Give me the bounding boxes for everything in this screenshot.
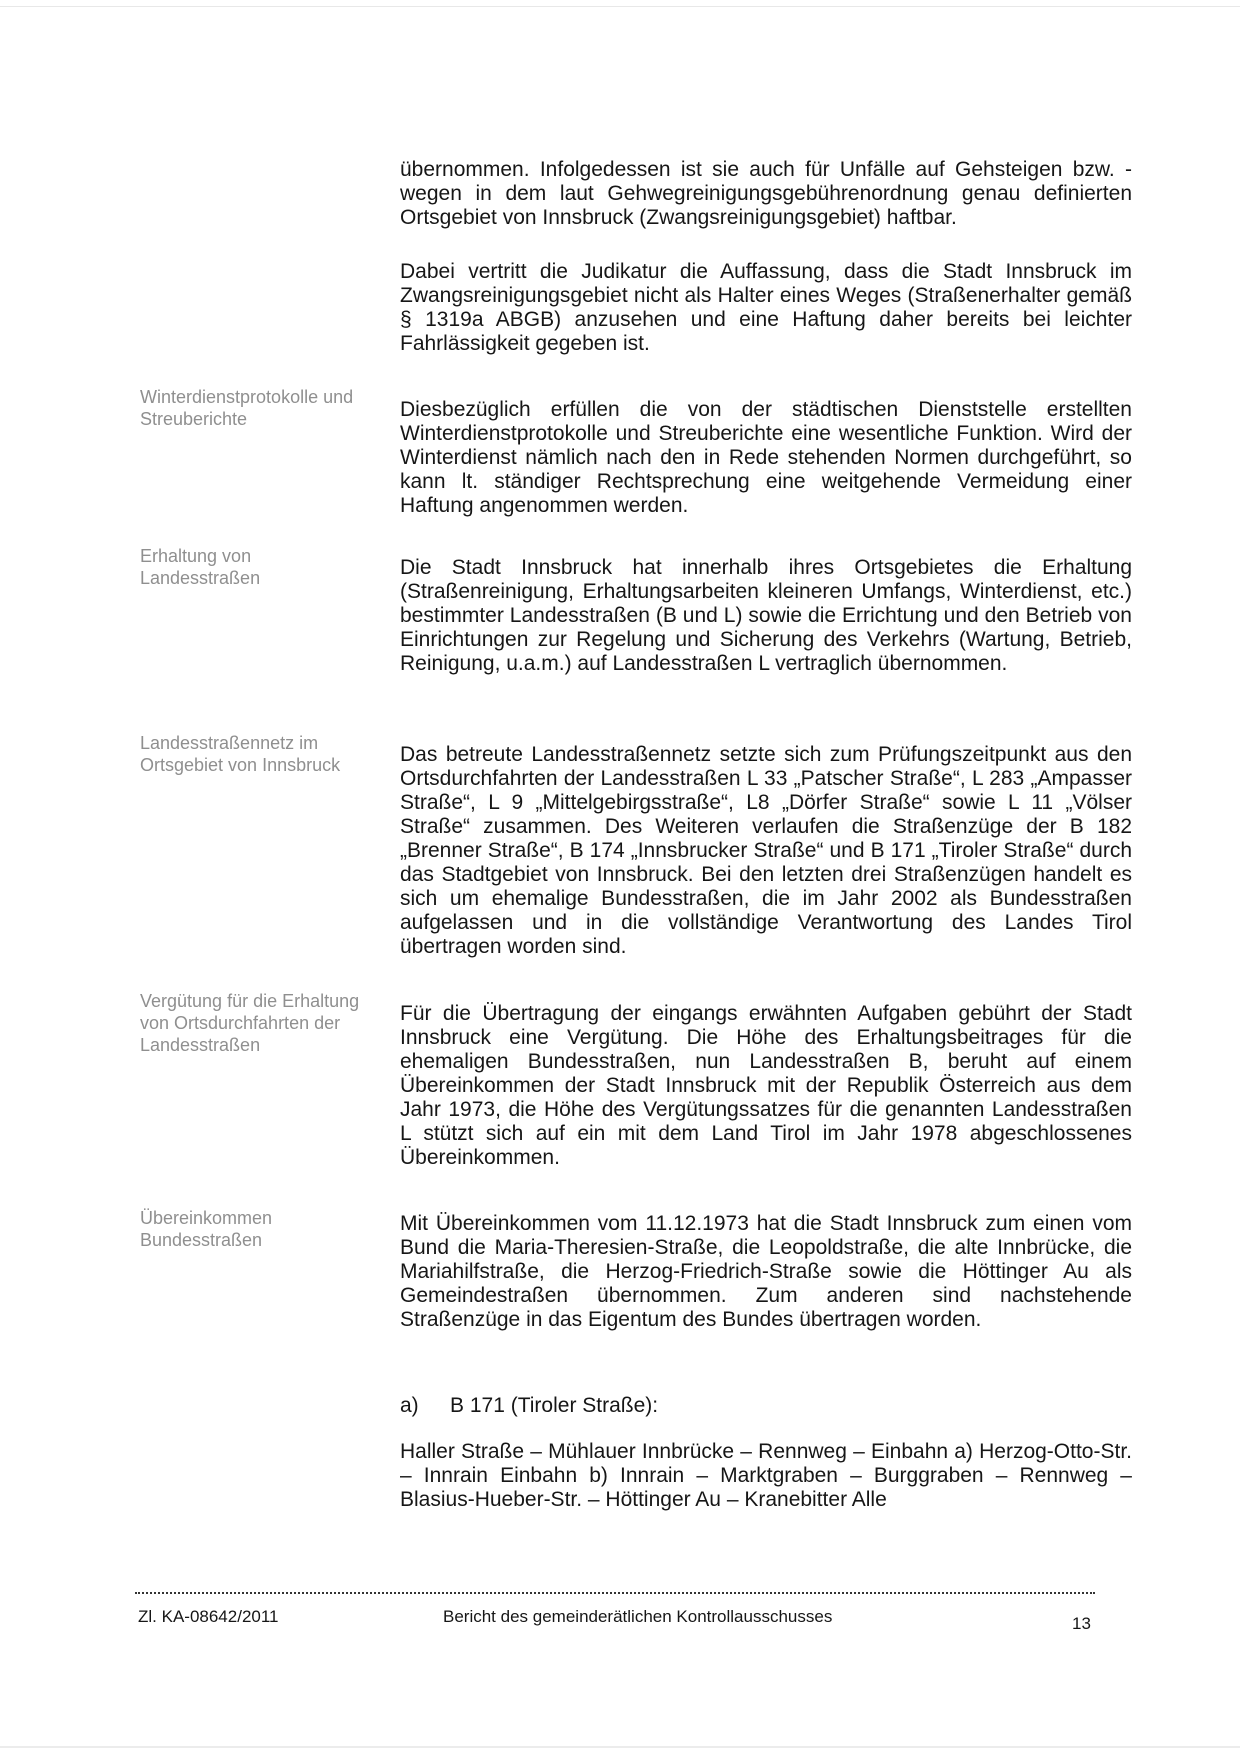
margin-note-verguetung: Vergütung für die Erhaltung von Ortsdurchfahrten der Landesstraßen bbox=[140, 991, 360, 1055]
paragraph-erhaltung: Die Stadt Innsbruck hat innerhalb ihres Ortsgebietes die Erhaltung (Straßenreinigung, Erhaltungsarbeiten kleineren Umfangs, Winterdienst, etc.) bestimmter Landesstraßen (B und L) sowie die Errichtung und den Betrieb von Einrichtungen zur Regelung und Sicherung des Verkehrs (Wartung, Betrieb, Reinigung, u.a.m.) auf Landesstraßen L vertraglich übernommen. bbox=[400, 556, 1132, 675]
margin-note-landesstrassennetz: Landesstraßennetz im Ortsgebiet von Innsbruck bbox=[140, 733, 341, 775]
paragraph-verguetung: Für die Übertragung der eingangs erwähnten Aufgaben gebührt der Stadt Innsbruck eine Vergütung. Die Höhe des Erhaltungsbeitrages für die ehemaligen Bundesstraßen, nun Landesstraßen B, beruht auf einem Übereinkommen der Stadt Innsbruck mit der Republik Österreich aus dem Jahr 1973, die Höhe des Vergütungssatzes für die genannten Landesstraßen L stützt sich auf ein mit dem Land Tirol im Jahr 1978 abgeschlossenes Übereinkommen. bbox=[400, 1002, 1132, 1169]
page-number: 13 bbox=[1072, 1614, 1091, 1633]
paragraph-judikatur: Dabei vertritt die Judikatur die Auffassung, dass die Stadt Innsbruck im Zwangsreinigungsgebiet nicht als Halter eines Weges (Straßenerhalter gemäß § 1319a ABGB) anzusehen und eine Haftung daher bereits bei leichter Fahrlässigkeit gegeben ist. bbox=[400, 260, 1132, 355]
paragraph-landesstrassennetz: Das betreute Landesstraßennetz setzte sich zum Prüfungszeitpunkt aus den Ortsdurchfahrten der Landesstraßen L 33 „Patscher Straße“, L 283 „Ampasser Straße“, L 9 „Mittelgebirgsstraße“, L8 „Dörfer Straße“ sowie L 11 „Völser Straße“ zusammen. Des Weiteren verlaufen die Straßenzüge der B 182 „Brenner Straße“, B 174 „Innsbrucker Straße“ und B 171 „Tiroler Straße“ durch das Stadtgebiet von Innsbruck. Bei den letzten drei Straßenzügen handelt es sich um ehemalige Bundesstraßen, die im Jahr 2002 als Bundesstraßen aufgelassen und in die vollständige Verantwortung des Landes Tirol übertragen worden sind. bbox=[400, 743, 1132, 958]
paragraph-uebereinkommen: Mit Übereinkommen vom 11.12.1973 hat die Stadt Innsbruck zum einen vom Bund die Maria-Theresien-Straße, die Leopoldstraße, die alte Innbrücke, die Mariahilfstraße, die Herzog-Friedrich-Straße sowie die Höttinger Au als Gemeindestraßen übernommen. Zum anderen sind nachstehende Straßenzüge in das Eigentum des Bundes übertragen worden. bbox=[400, 1212, 1132, 1331]
paragraph-strassenzuege: Haller Straße – Mühlauer Innbrücke – Rennweg – Einbahn a) Herzog-Otto-Str. – Innrain Einbahn b) Innrain – Marktgraben – Burggraben – Rennweg – Blasius-Hueber-Str. – Höttinger Au – Kranebitter Alle bbox=[400, 1440, 1132, 1511]
scan-edge-top bbox=[0, 6, 1240, 7]
footer-divider bbox=[135, 1592, 1095, 1594]
margin-note-winterdienst: Winterdienstprotokolle und Streuberichte bbox=[140, 387, 354, 429]
list-item-text: B 171 (Tiroler Straße): bbox=[450, 1394, 659, 1417]
scan-edge-bottom bbox=[0, 1746, 1240, 1748]
footer-title: Bericht des gemeinderätlichen Kontrollausschusses bbox=[443, 1607, 833, 1626]
paragraph-winterdienstprotokolle: Diesbezüglich erfüllen die von der städtischen Dienststelle erstellten Winterdienstprotokolle und Streuberichte eine wesentliche Funktion. Wird der Winterdienst nämlich nach den in Rede stehenden Normen durchgeführt, so kann lt. ständiger Rechtsprechung eine weitgehende Vermeidung einer Haftung angenommen werden. bbox=[400, 398, 1132, 517]
margin-note-erhaltung: Erhaltung von Landesstraßen bbox=[140, 546, 261, 588]
margin-note-uebereinkommen: Übereinkommen Bundesstraßen bbox=[140, 1208, 273, 1250]
footer-reference: Zl. KA-08642/2011 bbox=[138, 1607, 279, 1626]
paragraph-haftung: übernommen. Infolgedessen ist sie auch für Unfälle auf Gehsteigen bzw. -wegen in dem laut Gehwegreinigungsgebührenordnung genau definierten Ortsgebiet von Innsbruck (Zwangsreinigungsgebiet) haftbar. bbox=[400, 158, 1132, 229]
list-item-label: a) bbox=[400, 1394, 419, 1417]
